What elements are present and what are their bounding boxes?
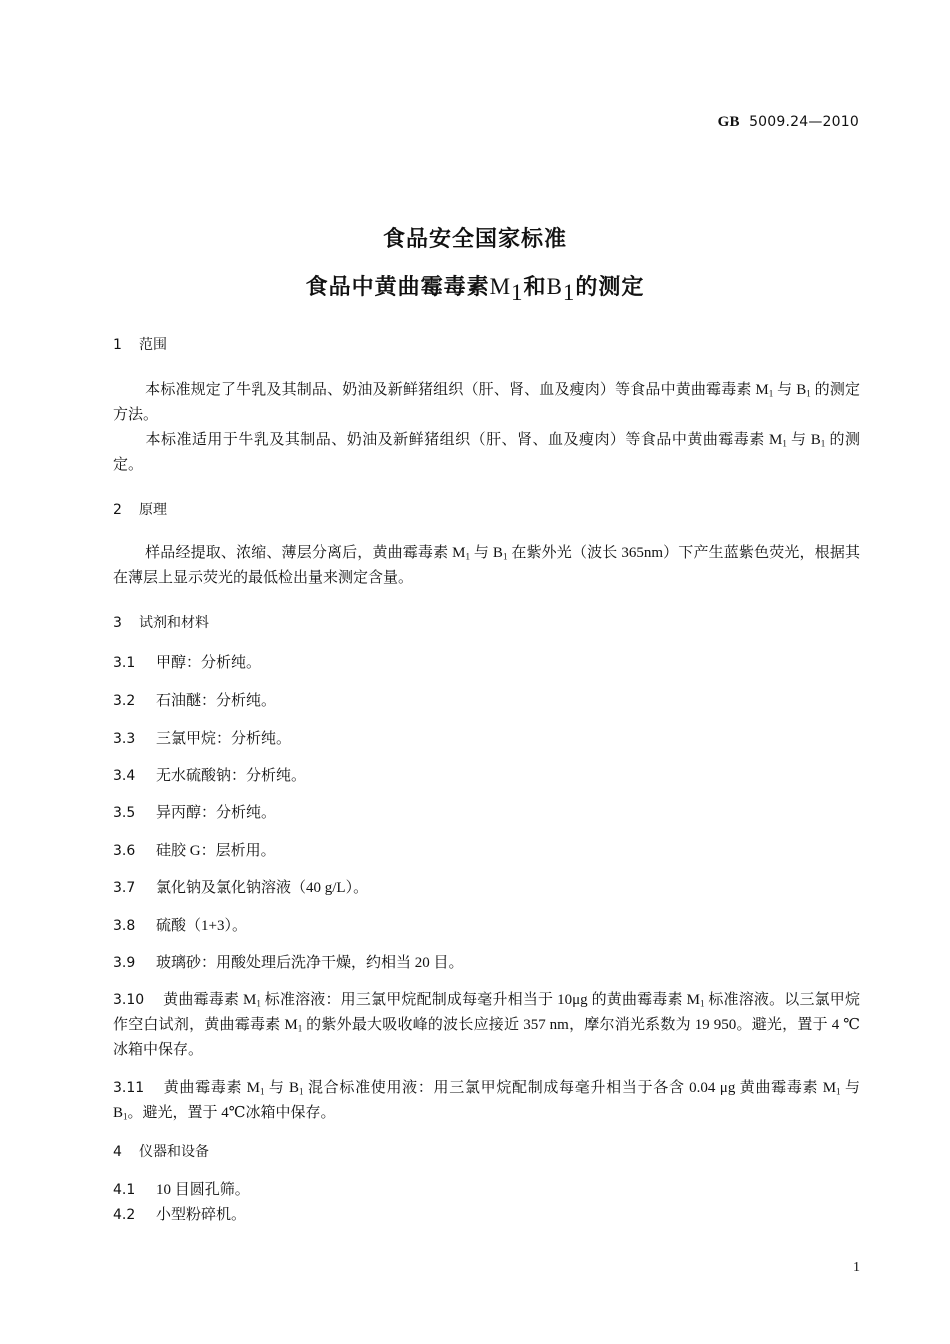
s1p1-c: 的测定方法。 [113, 382, 860, 423]
list-item [113, 876, 860, 901]
list-item [113, 1178, 860, 1203]
section-1-title: 范围 [139, 337, 167, 353]
s1p2-c: 的测定。 [113, 432, 860, 473]
section-2-title: 原理 [139, 502, 167, 518]
item-number: 3.8 [113, 918, 136, 934]
standard-code-prefix: GB [717, 114, 740, 130]
title-text-bb: B [546, 274, 563, 299]
section-4-number: 4 [113, 1144, 122, 1160]
s2p1-a: 样品经提取、浓缩、薄层分离后，黄曲霉毒素 M [145, 545, 466, 561]
section-4-heading [113, 1141, 209, 1161]
standard-code [718, 114, 859, 131]
item-number: 3.5 [113, 805, 136, 821]
s1p2-a: 本标准适用于牛乳及其制品、奶油及新鲜猪组织（肝、肾、血及瘦肉）等食品中黄曲霉毒素 M [145, 432, 783, 448]
list-item [113, 914, 860, 939]
s1p2-b: 与 B [786, 432, 821, 448]
list-item-3-10 [113, 988, 860, 1063]
section-1-paragraph-1 [113, 378, 860, 428]
section-2-heading [113, 499, 167, 519]
i10-a: 黄曲霉毒素 M [163, 992, 257, 1008]
item-text: 10 目圆孔筛。 [156, 1182, 250, 1198]
i10-c: 标准溶液。以三氯甲烷作空白试剂，黄曲霉毒素 M [113, 992, 860, 1033]
section-2-number: 2 [113, 502, 122, 518]
section-4-title: 仪器和设备 [139, 1144, 209, 1160]
document-title-line2 [0, 270, 950, 305]
section-2-paragraph-1 [113, 541, 860, 591]
section-1-paragraph-2 [113, 428, 860, 478]
item-number: 3.10 [113, 992, 145, 1008]
section-3-number: 3 [113, 615, 122, 631]
item-text: 硅胶 G：层析用。 [156, 843, 276, 859]
s1p1-b: 与 B [773, 382, 807, 398]
i11-d: 与 B [113, 1080, 860, 1121]
list-item [113, 801, 860, 826]
list-item [113, 651, 860, 676]
item-number: 3.4 [113, 768, 136, 784]
item-number: 3.2 [113, 693, 136, 709]
item-number: 3.1 [113, 655, 136, 671]
title-text-m: M [489, 274, 512, 299]
i11-sub1: 1 [259, 1086, 265, 1097]
item-number: 3.3 [113, 731, 136, 747]
title-text-a: 食品中黄曲霉毒素 [305, 275, 490, 300]
s2p1-c: 在紫外光（波长 365nm）下产生蓝紫色荧光，根据其在薄层上显示荧光的最低检出量来测定含量。 [113, 545, 860, 586]
title-text-c: 的测定 [575, 275, 645, 300]
s2p1-sub1: 1 [465, 551, 470, 562]
list-item [113, 689, 860, 714]
item-text: 硫酸（1+3）。 [156, 918, 247, 934]
list-item [113, 1203, 860, 1228]
i11-e: 。避光，置于 4℃冰箱中保存。 [127, 1105, 336, 1121]
s1p2-sub1: 1 [782, 438, 787, 449]
i10-sub2: 1 [699, 998, 705, 1009]
s2p1-sub2: 1 [502, 551, 508, 562]
item-text: 石油醚：分析纯。 [156, 693, 277, 709]
item-number: 4.1 [113, 1182, 136, 1198]
item-text: 三氯甲烷：分析纯。 [156, 731, 292, 747]
i11-c: 混合标准使用液：用三氯甲烷配制成每毫升相当于各含 0.04 μg 黄曲霉毒素 M [303, 1080, 837, 1096]
document-title-line1: 食品安全国家标准 [382, 227, 567, 252]
title-subscript-2: 1 [562, 279, 576, 305]
s1p1-a: 本标准规定了牛乳及其制品、奶油及新鲜猪组织（肝、肾、血及瘦肉）等食品中黄曲霉毒素 M [145, 382, 769, 398]
item-number: 4.2 [113, 1207, 136, 1223]
section-1-heading [113, 334, 167, 354]
item-number: 3.7 [113, 880, 136, 896]
title-subscript-1: 1 [511, 279, 524, 305]
standard-code-number: 5009.24—2010 [749, 114, 859, 130]
title-text-b: 和 [523, 275, 547, 300]
i10-d: 的紫外最大吸收峰的波长应接近 357 nm，摩尔消光系数为 19 950。避光，置于 4 ℃冰箱中保存。 [113, 1017, 861, 1058]
i10-b: 标准溶液：用三氯甲烷配制成每毫升相当于 10μg 的黄曲霉毒素 M [260, 992, 700, 1008]
item-text: 玻璃砂：用酸处理后洗净干燥，约相当 20 目。 [156, 955, 464, 971]
list-item [113, 727, 860, 752]
list-item [113, 764, 860, 789]
item-number: 3.9 [113, 955, 136, 971]
s1p1-sub2: 1 [806, 388, 811, 399]
i11-sub3: 1 [836, 1086, 841, 1097]
item-text: 氯化钠及氯化钠溶液（40 g/L）。 [156, 880, 369, 896]
section-3-heading [113, 612, 209, 632]
item-text: 无水硫酸钠：分析纯。 [156, 768, 307, 784]
s1p1-sub1: 1 [768, 388, 774, 399]
s1p2-sub2: 1 [820, 438, 826, 449]
i11-a: 黄曲霉毒素 M [163, 1080, 260, 1096]
item-text: 异丙醇：分析纯。 [156, 805, 277, 821]
s2p1-b: 与 B [469, 545, 503, 561]
section-1-number: 1 [113, 337, 122, 353]
item-text: 小型粉碎机。 [156, 1207, 247, 1223]
i10-sub1: 1 [256, 998, 261, 1009]
item-number: 3.6 [113, 843, 136, 859]
page-number: 1 [853, 1260, 860, 1275]
i10-sub3: 1 [297, 1023, 303, 1034]
list-item [113, 839, 860, 864]
list-item-3-11 [113, 1076, 860, 1126]
item-text: 甲醇：分析纯。 [156, 655, 262, 671]
i11-b: 与 B [264, 1080, 300, 1096]
i11-sub2: 1 [299, 1086, 304, 1097]
item-number: 3.11 [113, 1080, 145, 1096]
list-item [113, 951, 860, 976]
i11-sub4: 1 [123, 1111, 128, 1122]
section-3-title: 试剂和材料 [139, 615, 209, 631]
